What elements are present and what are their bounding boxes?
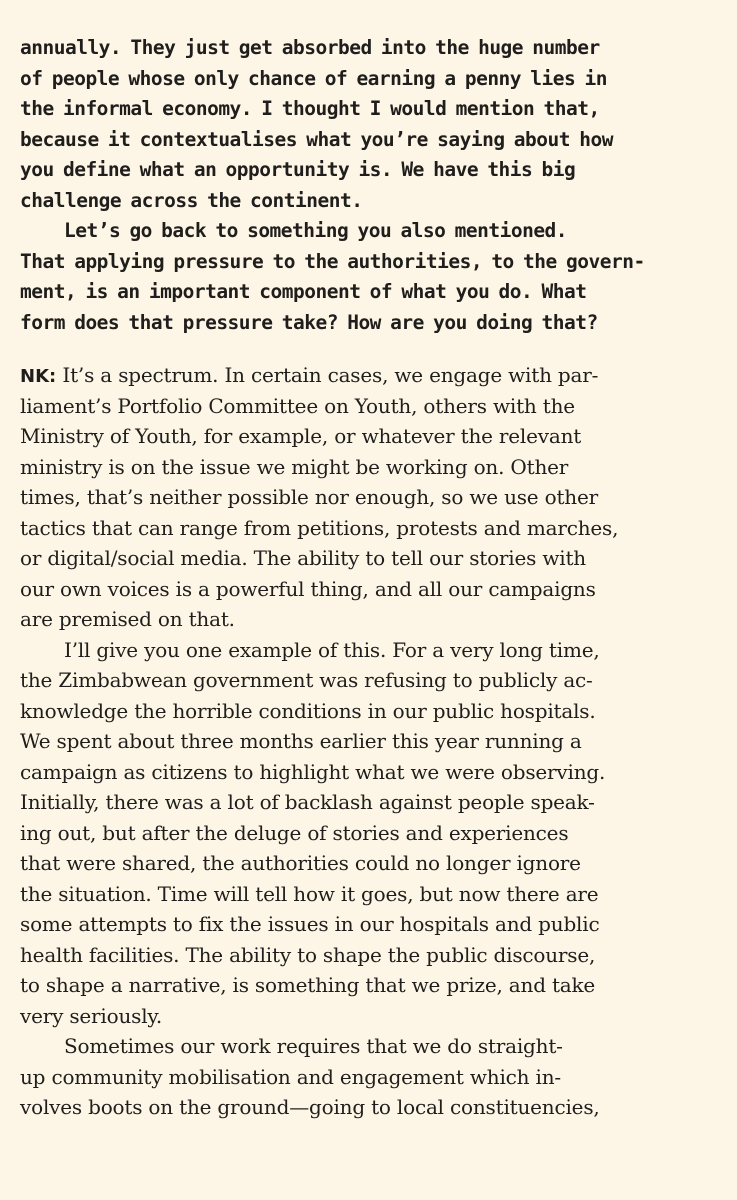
speaker-label: NK: bbox=[20, 366, 57, 387]
text-line: up community mobilisation and engagement which in- bbox=[20, 1064, 561, 1089]
answer-paragraph-1 bbox=[20, 360, 725, 635]
text-line-first bbox=[20, 360, 725, 391]
text-line: ing out, but after the deluge of stories and experiences bbox=[20, 820, 569, 845]
text-line: of people whose only chance of earning a penny lies in bbox=[20, 66, 607, 90]
text-line: are premised on that. bbox=[20, 607, 235, 631]
text-line: some attempts to fix the issues in our hospitals and public bbox=[20, 912, 600, 936]
text-line: to shape a narrative, is something that we prize, and take bbox=[20, 973, 596, 997]
answer-first-line-text: It’s a spectrum. In certain cases, we engage with par- bbox=[62, 363, 599, 387]
text-line: tactics that can range from petitions, protests and marches, bbox=[20, 515, 619, 540]
question-paragraph-1 bbox=[20, 33, 725, 216]
text-line: liament’s Portfolio Committee on Youth, others with the bbox=[20, 393, 575, 418]
answer-paragraph-3 bbox=[20, 1031, 725, 1123]
text-line: times, that’s neither possible nor enough, so we use other bbox=[20, 485, 598, 509]
text-line: campaign as citizens to highlight what we were observing. bbox=[20, 759, 606, 784]
text-line: volves boots on the ground—going to local constituencies, bbox=[20, 1095, 600, 1119]
text-line: the situation. Time will tell how it goes, but now there are bbox=[20, 881, 599, 906]
text-line: that were shared, the authorities could no longer ignore bbox=[20, 851, 581, 875]
text-line: the informal economy. I thought I would mention that, bbox=[20, 97, 600, 120]
text-line: ment, is an important component of what you do. What bbox=[20, 280, 587, 303]
answer-paragraph-2 bbox=[20, 635, 725, 1032]
text-line: I’ll give you one example of this. For a very long time, bbox=[64, 637, 600, 662]
question-paragraph-2 bbox=[20, 216, 725, 338]
text-line: form does that pressure take? How are you doing that? bbox=[20, 310, 598, 334]
text-line: challenge across the continent. bbox=[20, 188, 363, 212]
text-line: or digital/social media. The ability to tell our stories with bbox=[20, 546, 586, 570]
text-line: very seriously. bbox=[20, 1003, 162, 1028]
text-line: We spent about three months earlier this year running a bbox=[20, 729, 582, 753]
text-line: the Zimbabwean government was refusing to publicly ac- bbox=[20, 668, 593, 692]
document-page bbox=[20, 33, 725, 1123]
text-line: Initially, there was a lot of backlash against people speak- bbox=[20, 790, 595, 814]
text-line: ministry is on the issue we might be working on. Other bbox=[20, 454, 569, 479]
text-line: Sometimes our work requires that we do straight- bbox=[64, 1034, 563, 1058]
text-line: health facilities. The ability to shape the public discourse, bbox=[20, 942, 596, 967]
text-line: you define what an opportunity is. We have this big bbox=[20, 158, 576, 181]
text-line: annually. They just get absorbed into the huge number bbox=[20, 36, 600, 59]
text-line: That applying pressure to the authorities, to the govern- bbox=[20, 249, 645, 273]
text-line: Ministry of Youth, for example, or whatever the relevant bbox=[20, 424, 582, 448]
text-line: knowledge the horrible conditions in our public hospitals. bbox=[20, 698, 596, 723]
section-gap bbox=[20, 338, 725, 360]
text-line: our own voices is a powerful thing, and all our campaigns bbox=[20, 576, 596, 601]
text-line: Let’s go back to something you also mentioned. bbox=[64, 219, 568, 242]
text-line: because it contextualises what you’re saying about how bbox=[20, 127, 613, 151]
